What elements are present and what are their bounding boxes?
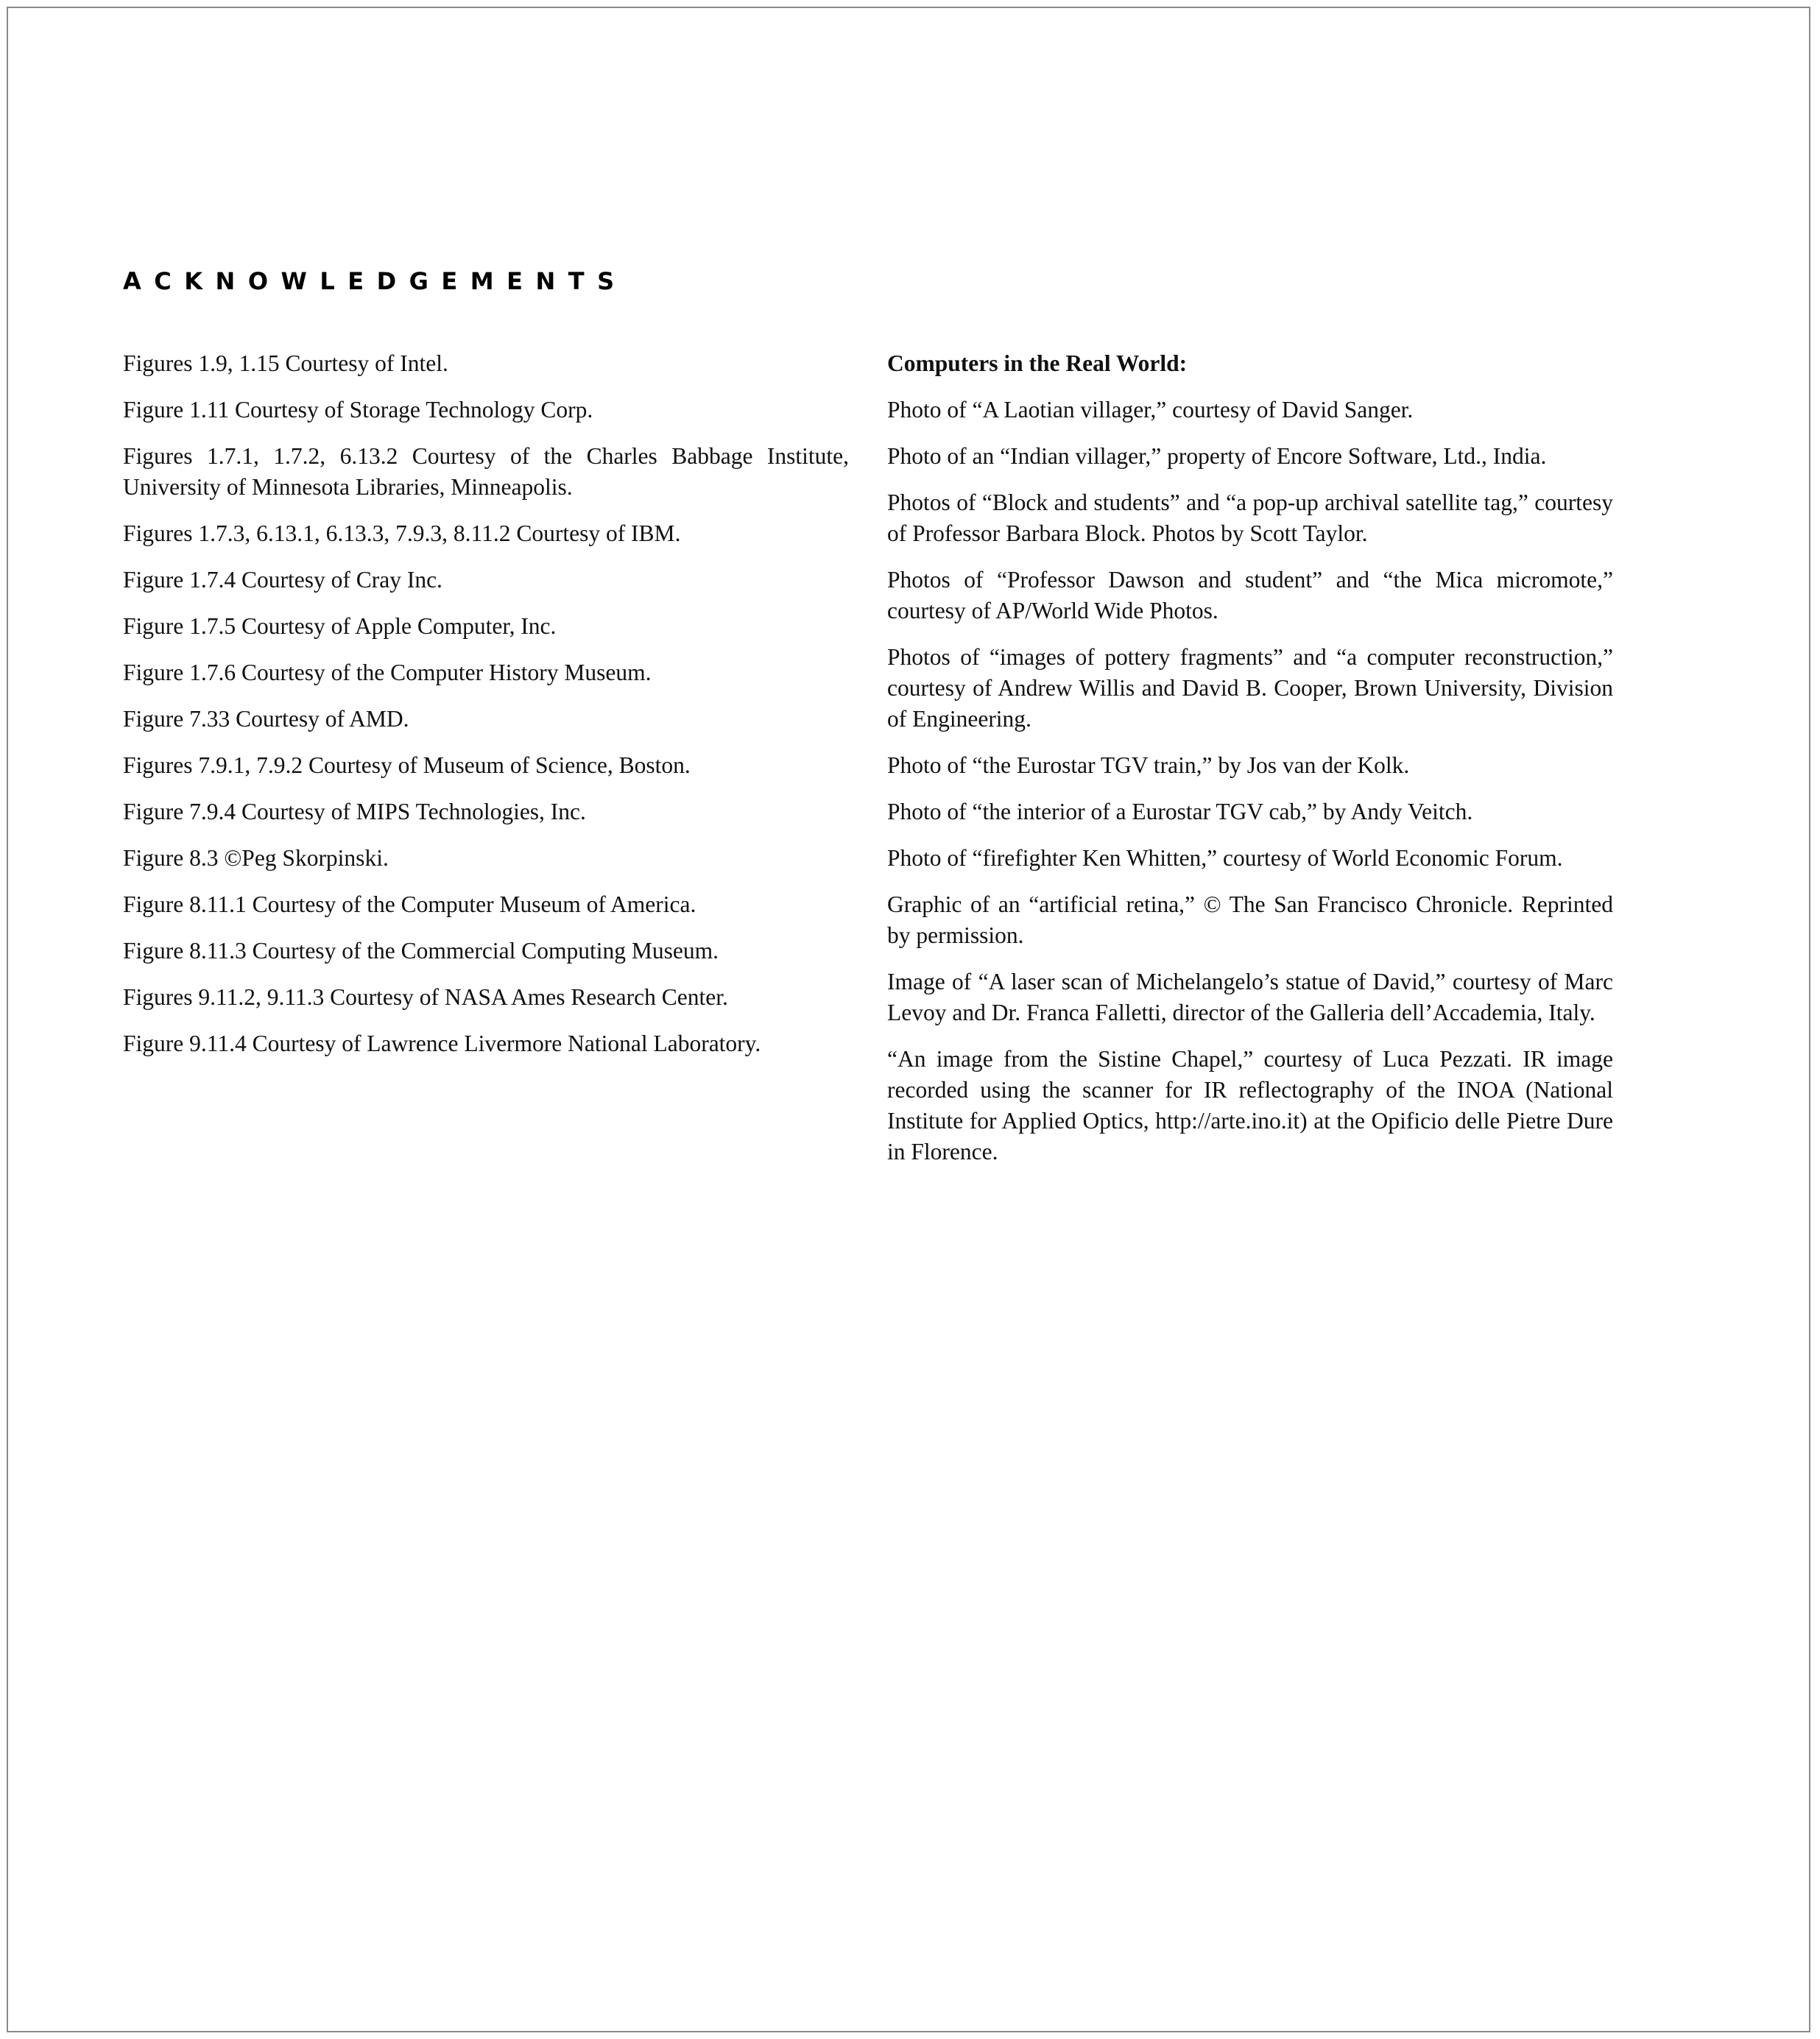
credit-item: Photo of an “Indian villager,” property of Encore Software, Ltd., India. xyxy=(887,443,1547,469)
credit-item: “An image from the Sistine Chapel,” courtesy of Luca Pezzati. IR image recorded using the scanner for IR reflectography of the INOA (National Institute for Applied Optics, http://arte.ino.it) at the Opificio delle Pietre Dure in Florence. xyxy=(887,1046,1613,1165)
credit-item: Figure 1.11 Courtesy of Storage Technology Corp. xyxy=(123,397,593,423)
credit-item: Figure 7.33 Courtesy of AMD. xyxy=(123,706,409,732)
section-subheading: Computers in the Real World: xyxy=(887,350,1188,376)
credit-item: Photo of “firefighter Ken Whitten,” courtesy of World Economic Forum. xyxy=(887,845,1563,871)
document-page xyxy=(7,7,1810,2032)
page-title: ACKNOWLEDGEMENTS xyxy=(123,267,627,295)
credit-item: Photos of “images of pottery fragments” and “a computer reconstruction,” courtesy of Andrew Willis and David B. Cooper, Brown University, Division of Engineering. xyxy=(887,644,1613,732)
left-column xyxy=(123,348,849,1075)
credit-item: Figure 7.9.4 Courtesy of MIPS Technologies, Inc. xyxy=(123,799,586,824)
credit-item: Photo of “the Eurostar TGV train,” by Jos van der Kolk. xyxy=(887,752,1410,778)
credit-item: Figure 1.7.5 Courtesy of Apple Computer, Inc. xyxy=(123,613,557,639)
credit-item: Figure 8.3 ©Peg Skorpinski. xyxy=(123,845,389,871)
credit-item: Figures 1.7.1, 1.7.2, 6.13.2 Courtesy of the Charles Babbage Institute, University of Minnesota Libraries, Minneapolis. xyxy=(123,443,849,500)
credit-item: Figures 1.9, 1.15 Courtesy of Intel. xyxy=(123,350,448,376)
credit-item: Photos of “Professor Dawson and student” and “the Mica micromote,” courtesy of AP/World Wide Photos. xyxy=(887,567,1613,623)
credit-item: Photo of “A Laotian villager,” courtesy of David Sanger. xyxy=(887,397,1414,423)
credit-item: Photo of “the interior of a Eurostar TGV cab,” by Andy Veitch. xyxy=(887,799,1473,824)
credit-item: Figures 7.9.1, 7.9.2 Courtesy of Museum of Science, Boston. xyxy=(123,752,691,778)
credit-item: Figure 8.11.3 Courtesy of the Commercial Computing Museum. xyxy=(123,938,719,964)
credit-item: Graphic of an “artificial retina,” © The San Francisco Chronicle. Reprinted by permission. xyxy=(887,891,1613,948)
credit-item: Photos of “Block and students” and “a pop-up archival satellite tag,” courtesy of Professor Barbara Block. Photos by Scott Taylor. xyxy=(887,490,1613,546)
right-column xyxy=(887,348,1613,1183)
credit-item: Figure 1.7.4 Courtesy of Cray Inc. xyxy=(123,567,442,593)
credit-item: Figure 9.11.4 Courtesy of Lawrence Livermore National Laboratory. xyxy=(123,1031,761,1056)
credit-item: Figures 9.11.2, 9.11.3 Courtesy of NASA Ames Research Center. xyxy=(123,984,728,1010)
credit-item: Figure 1.7.6 Courtesy of the Computer History Museum. xyxy=(123,660,652,685)
credit-item: Figures 1.7.3, 6.13.1, 6.13.3, 7.9.3, 8.11.2 Courtesy of IBM. xyxy=(123,520,681,546)
credit-item: Image of “A laser scan of Michelangelo’s statue of David,” courtesy of Marc Levoy and Dr. Franca Falletti, director of the Galleria dell’Accademia, Italy. xyxy=(887,969,1613,1025)
credit-item: Figure 8.11.1 Courtesy of the Computer Museum of America. xyxy=(123,891,696,917)
